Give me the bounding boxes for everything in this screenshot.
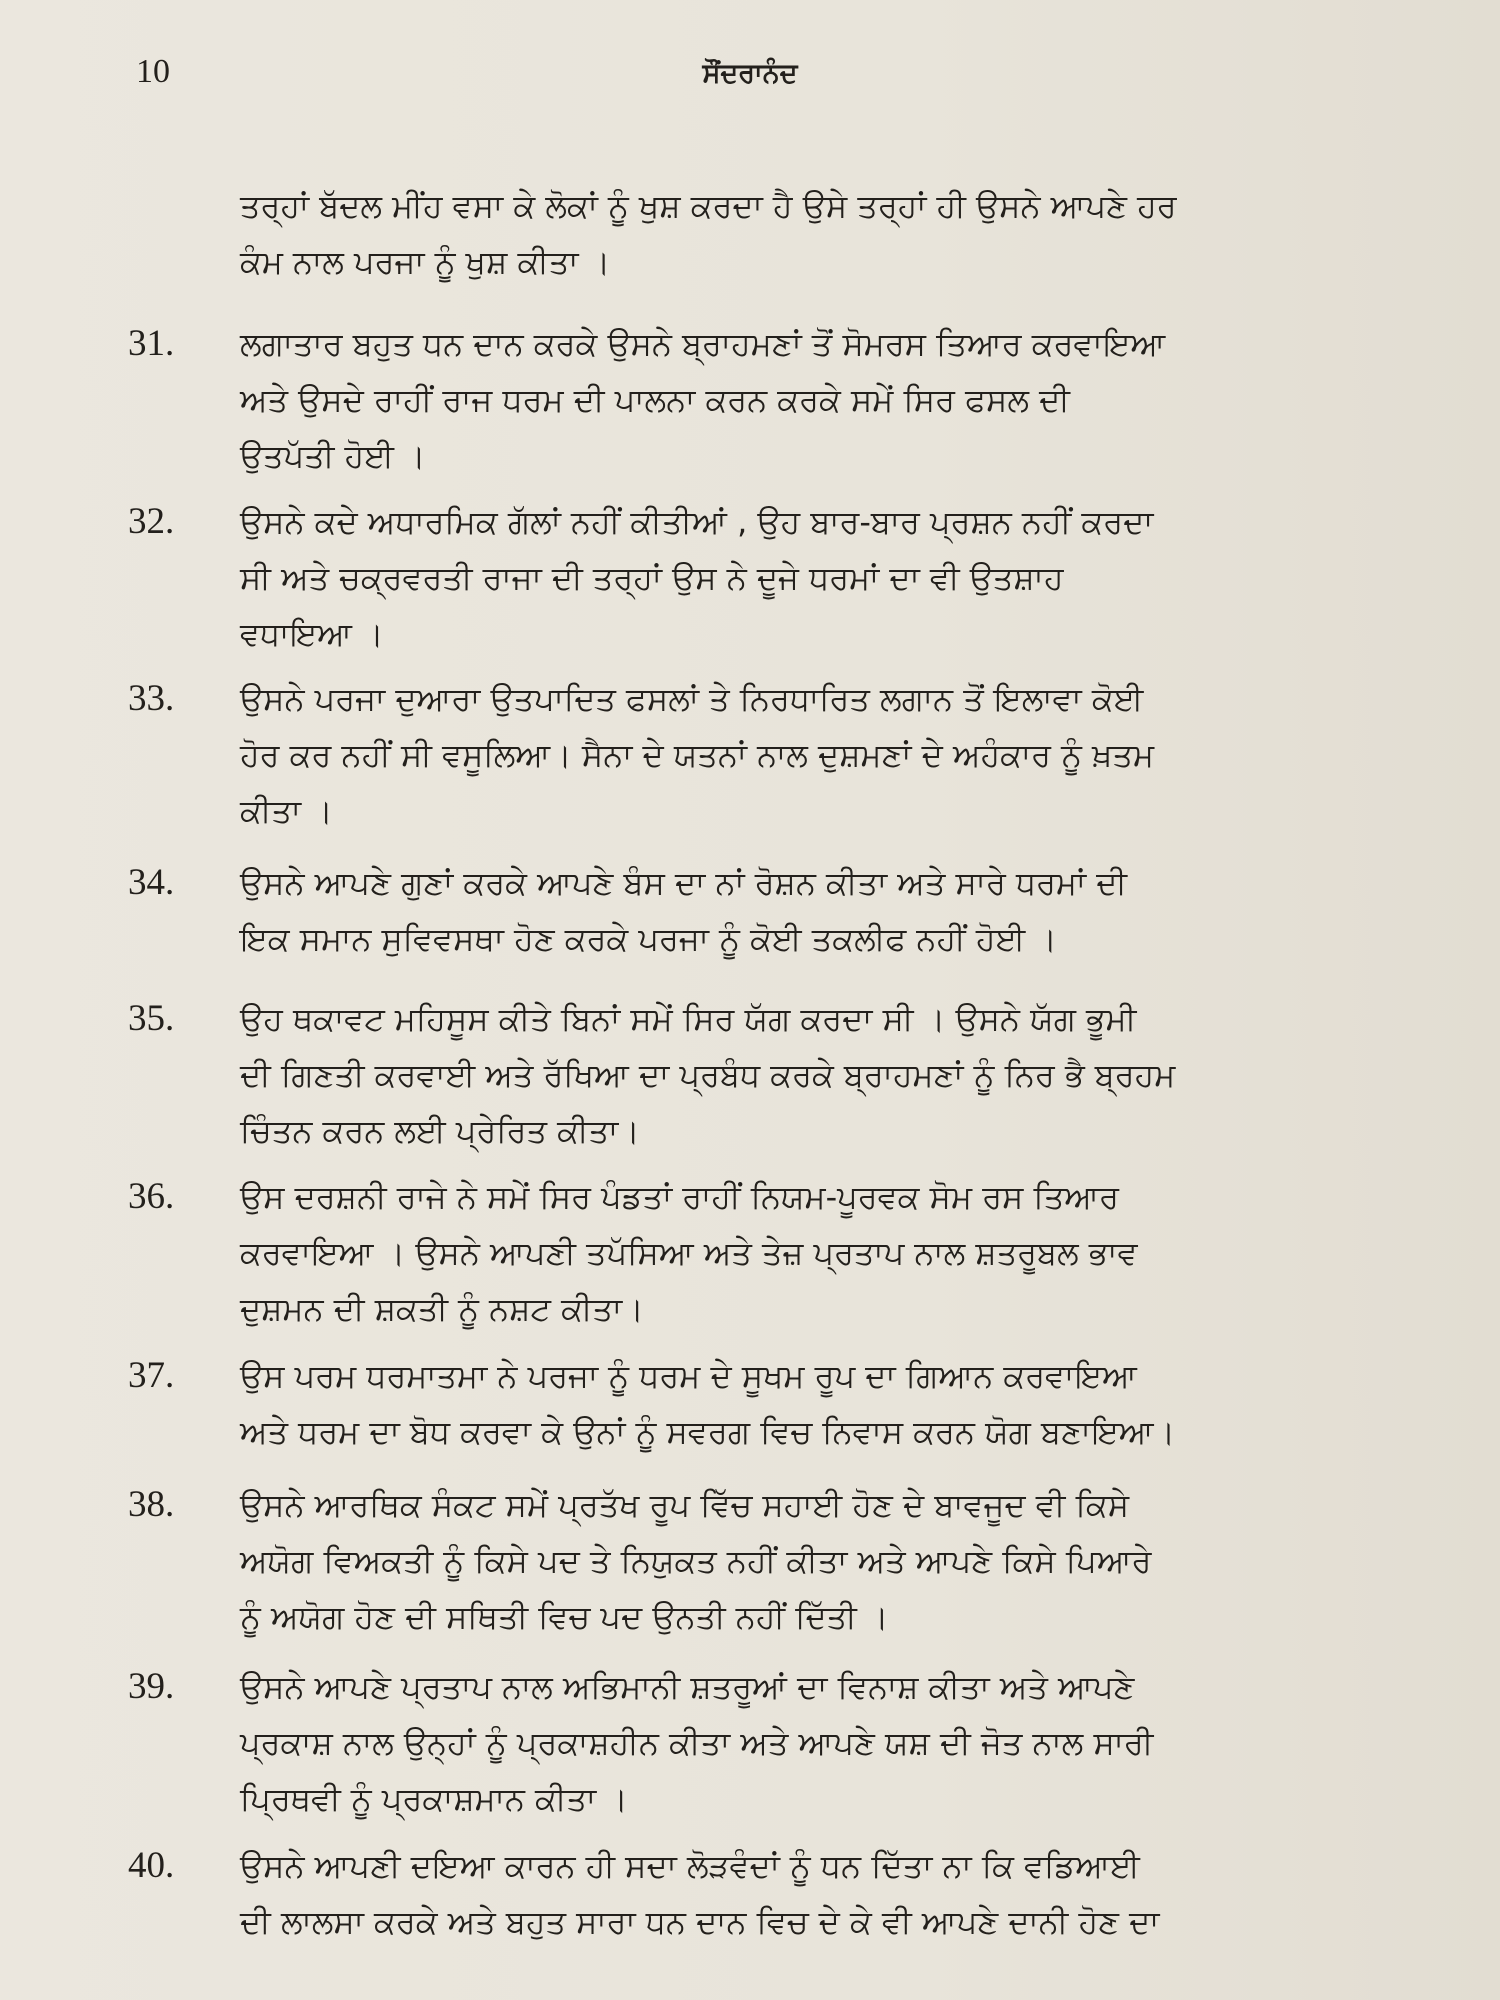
verse-number: 40. bbox=[128, 1845, 175, 1886]
verse-text: ਉਸਨੇ ਆਪਣੇ ਪ੍ਰਤਾਪ ਨਾਲ ਅਭਿਮਾਨੀ ਸ਼ਤਰੂਆਂ ਦਾ ਵਿਨਾਸ਼ ਕੀਤਾ ਅਤੇ ਆਪਣੇ ਪ੍ਰਕਾਸ਼ ਨਾਲ ਉਨ੍ਹਾਂ ਨੂੰ ਪ੍ਰਕਾਸ਼ਹੀਨ ਕੀਤਾ ਅਤੇ ਆਪਣੇ ਯਸ਼ ਦੀ ਜੋਤ ਨਾਲ ਸਾਰੀ ਪ੍ਰਿਥਵੀ ਨੂੰ ਪ੍ਰਕਾਸ਼ਮਾਨ ਕੀਤਾ । bbox=[240, 1668, 1154, 1818]
verse-text: ਉਸਨੇ ਆਪਣੀ ਦਇਆ ਕਾਰਨ ਹੀ ਸਦਾ ਲੋੜਵੰਦਾਂ ਨੂੰ ਧਨ ਦਿੱਤਾ ਨਾ ਕਿ ਵਡਿਆਈ ਦੀ ਲਾਲਸਾ ਕਰਕੇ ਅਤੇ ਬਹੁਤ ਸਾਰਾ ਧਨ ਦਾਨ ਵਿਚ ਦੇ ਕੇ ਵੀ ਆਪਣੇ ਦਾਨੀ ਹੋਣ ਦਾ bbox=[240, 1847, 1160, 1941]
verse-text: ਉਸ ਦਰਸ਼ਨੀ ਰਾਜੇ ਨੇ ਸਮੇਂ ਸਿਰ ਪੰਡਤਾਂ ਰਾਹੀਂ ਨਿਯਮ-ਪੂਰਵਕ ਸੋਮ ਰਸ ਤਿਆਰ ਕਰਵਾਇਆ । ਉਸਨੇ ਆਪਣੀ ਤਪੱਸਿਆ ਅਤੇ ਤੇਜ਼ ਪ੍ਰਤਾਪ ਨਾਲ ਸ਼ਤਰੂਬਲ ਭਾਵ ਦੁਸ਼ਮਨ ਦੀ ਸ਼ਕਤੀ ਨੂੰ ਨਸ਼ਟ ਕੀਤਾ। bbox=[240, 1178, 1138, 1328]
verse-number: 34. bbox=[128, 862, 175, 903]
verse-number: 32. bbox=[128, 501, 175, 542]
verse-text: ਉਸਨੇ ਕਦੇ ਅਧਾਰਮਿਕ ਗੱਲਾਂ ਨਹੀਂ ਕੀਤੀਆਂ , ਉਹ ਬਾਰ-ਬਾਰ ਪ੍ਰਸ਼ਨ ਨਹੀਂ ਕਰਦਾ ਸੀ ਅਤੇ ਚਕ੍ਰਵਰਤੀ ਰਾਜਾ ਦੀ ਤਰ੍ਹਾਂ ਉਸ ਨੇ ਦੂਜੇ ਧਰਮਾਂ ਦਾ ਵੀ ਉਤਸ਼ਾਹ ਵਧਾਇਆ । bbox=[240, 503, 1154, 653]
verse-text: ਉਸਨੇ ਆਪਣੇ ਗੁਣਾਂ ਕਰਕੇ ਆਪਣੇ ਬੰਸ ਦਾ ਨਾਂ ਰੋਸ਼ਨ ਕੀਤਾ ਅਤੇ ਸਾਰੇ ਧਰਮਾਂ ਦੀ ਇਕ ਸਮਾਨ ਸੁਵਿਵਸਥਾ ਹੋਣ ਕਰਕੇ ਪਰਜਾ ਨੂੰ ਕੋਈ ਤਕਲੀਫ ਨਹੀਂ ਹੋਈ । bbox=[240, 864, 1128, 958]
verse-number: 35. bbox=[128, 998, 175, 1039]
page-number: 10 bbox=[136, 53, 170, 90]
verse-number: 38. bbox=[128, 1484, 175, 1525]
verse-number: 31. bbox=[128, 323, 175, 364]
verse-text: ਉਸਨੇ ਆਰਥਿਕ ਸੰਕਟ ਸਮੇਂ ਪ੍ਰਤੱਖ ਰੂਪ ਵਿੱਚ ਸਹਾਈ ਹੋਣ ਦੇ ਬਾਵਜੂਦ ਵੀ ਕਿਸੇ ਅਯੋਗ ਵਿਅਕਤੀ ਨੂੰ ਕਿਸੇ ਪਦ ਤੇ ਨਿਯੁਕਤ ਨਹੀਂ ਕੀਤਾ ਅਤੇ ਆਪਣੇ ਕਿਸੇ ਪਿਆਰੇ ਨੂੰ ਅਯੋਗ ਹੋਣ ਦੀ ਸਥਿਤੀ ਵਿਚ ਪਦ ਉਨਤੀ ਨਹੀਂ ਦਿੱਤੀ । bbox=[240, 1486, 1152, 1636]
verse-text: ਉਸਨੇ ਪਰਜਾ ਦੁਆਰਾ ਉਤਪਾਦਿਤ ਫਸਲਾਂ ਤੇ ਨਿਰਧਾਰਿਤ ਲਗਾਨ ਤੋਂ ਇਲਾਵਾ ਕੋਈ ਹੋਰ ਕਰ ਨਹੀਂ ਸੀ ਵਸੂਲਿਆ। ਸੈਨਾ ਦੇ ਯਤਨਾਂ ਨਾਲ ਦੁਸ਼ਮਣਾਂ ਦੇ ਅਹੰਕਾਰ ਨੂੰ ਖ਼ਤਮ ਕੀਤਾ । bbox=[240, 680, 1155, 830]
verse-text: ਲਗਾਤਾਰ ਬਹੁਤ ਧਨ ਦਾਨ ਕਰਕੇ ਉਸਨੇ ਬ੍ਰਾਹਮਣਾਂ ਤੋਂ ਸੋਮਰਸ ਤਿਆਰ ਕਰਵਾਇਆ ਅਤੇ ਉਸਦੇ ਰਾਹੀਂ ਰਾਜ ਧਰਮ ਦੀ ਪਾਲਨਾ ਕਰਨ ਕਰਕੇ ਸਮੇਂ ਸਿਰ ਫਸਲ ਦੀ ਉਤਪੱਤੀ ਹੋਈ । bbox=[240, 325, 1166, 475]
paragraph-text: ਤਰ੍ਹਾਂ ਬੱਦਲ ਮੀਂਹ ਵਸਾ ਕੇ ਲੋਕਾਂ ਨੂੰ ਖੁਸ਼ ਕਰਦਾ ਹੈ ਉਸੇ ਤਰ੍ਹਾਂ ਹੀ ਉਸਨੇ ਆਪਣੇ ਹਰ ਕੰਮ ਨਾਲ ਪਰਜਾ ਨੂੰ ਖੁਸ਼ ਕੀਤਾ । bbox=[240, 187, 1177, 281]
verse-number: 33. bbox=[128, 678, 175, 719]
verse-number: 37. bbox=[128, 1355, 175, 1396]
verse-number: 36. bbox=[128, 1176, 175, 1217]
verse-text: ਉਹ ਥਕਾਵਟ ਮਹਿਸੂਸ ਕੀਤੇ ਬਿਨਾਂ ਸਮੇਂ ਸਿਰ ਯੱਗ ਕਰਦਾ ਸੀ । ਉਸਨੇ ਯੱਗ ਭੂਮੀ ਦੀ ਗਿਣਤੀ ਕਰਵਾਈ ਅਤੇ ਰੱਖਿਆ ਦਾ ਪ੍ਰਬੰਧ ਕਰਕੇ ਬ੍ਰਾਹਮਣਾਂ ਨੂੰ ਨਿਰ ਭੈ ਬ੍ਰਹਮ ਚਿੰਤਨ ਕਰਨ ਲਈ ਪ੍ਰੇਰਿਤ ਕੀਤਾ। bbox=[240, 1000, 1176, 1150]
running-title: ਸੌਂਦਰਾਨੰਦ bbox=[702, 58, 798, 89]
verse-number: 39. bbox=[128, 1666, 175, 1707]
verse-text: ਉਸ ਪਰਮ ਧਰਮਾਤਮਾ ਨੇ ਪਰਜਾ ਨੂੰ ਧਰਮ ਦੇ ਸੂਖਮ ਰੂਪ ਦਾ ਗਿਆਨ ਕਰਵਾਇਆ ਅਤੇ ਧਰਮ ਦਾ ਬੋਧ ਕਰਵਾ ਕੇ ਉਨਾਂ ਨੂੰ ਸਵਰਗ ਵਿਚ ਨਿਵਾਸ ਕਰਨ ਯੋਗ ਬਣਾਇਆ। bbox=[240, 1357, 1176, 1451]
